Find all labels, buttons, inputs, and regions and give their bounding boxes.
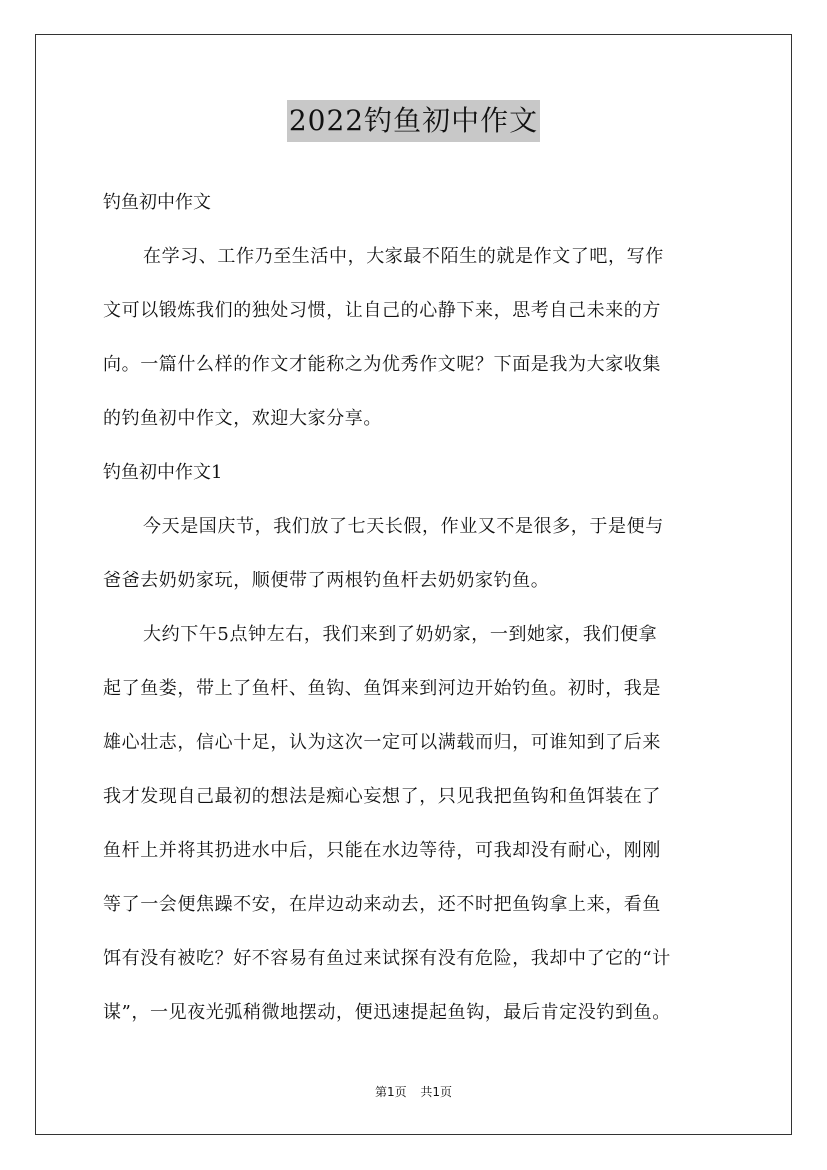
paragraph-line: 的钓鱼初中作文，欢迎大家分享。 xyxy=(103,408,382,429)
paragraph-line: 起了鱼娄，带上了鱼杆、鱼钩、鱼饵来到河边开始钓鱼。初时，我是 xyxy=(103,678,661,699)
paragraph-line: 我才发现自己最初的想法是痴心妄想了，只见我把鱼钩和鱼饵装在了 xyxy=(103,786,661,807)
paragraph-line: 今天是国庆节，我们放了七天长假，作业又不是很多，于是便与 xyxy=(143,516,664,537)
paragraph-line: 在学习、工作乃至生活中，大家最不陌生的就是作文了吧，写作 xyxy=(143,246,664,267)
paragraph-line: 文可以锻炼我们的独处习惯，让自己的心静下来，思考自己未来的方 xyxy=(103,300,661,321)
paragraph-line: 鱼杆上并将其扔进水中后，只能在水边等待，可我却没有耐心，刚刚 xyxy=(103,840,661,861)
section-heading: 钓鱼初中作文 xyxy=(103,192,211,213)
paragraph-line: 大约下午5点钟左右，我们来到了奶奶家，一到她家，我们便拿 xyxy=(143,624,658,645)
paragraph-line: 雄心壮志，信心十足，认为这次一定可以满载而归，可谁知到了后来 xyxy=(103,732,661,753)
paragraph-line: 饵有没有被吃？好不容易有鱼过来试探有没有危险，我却中了它的“计 xyxy=(103,948,671,969)
page-number: 第1页 xyxy=(374,1085,407,1099)
essay-heading: 钓鱼初中作文1 xyxy=(103,462,223,483)
paragraph-line: 等了一会便焦躁不安，在岸边动来动去，还不时把鱼钩拿上来，看鱼 xyxy=(103,894,661,915)
paragraph-line: 谋”，一见夜光弧稍微地摆动，便迅速提起鱼钩，最后肯定没钓到鱼。 xyxy=(103,1002,671,1023)
document-title: 2022钓鱼初中作文 xyxy=(287,100,540,142)
page-footer xyxy=(0,1083,827,1101)
document-body xyxy=(103,176,733,1040)
title-container xyxy=(0,100,827,142)
paragraph-line: 爸爸去奶奶家玩，顺便带了两根钓鱼杆去奶奶家钓鱼。 xyxy=(103,570,550,591)
page-total: 共1页 xyxy=(420,1085,453,1099)
paragraph-line: 向。一篇什么样的作文才能称之为优秀作文呢？下面是我为大家收集 xyxy=(103,354,661,375)
